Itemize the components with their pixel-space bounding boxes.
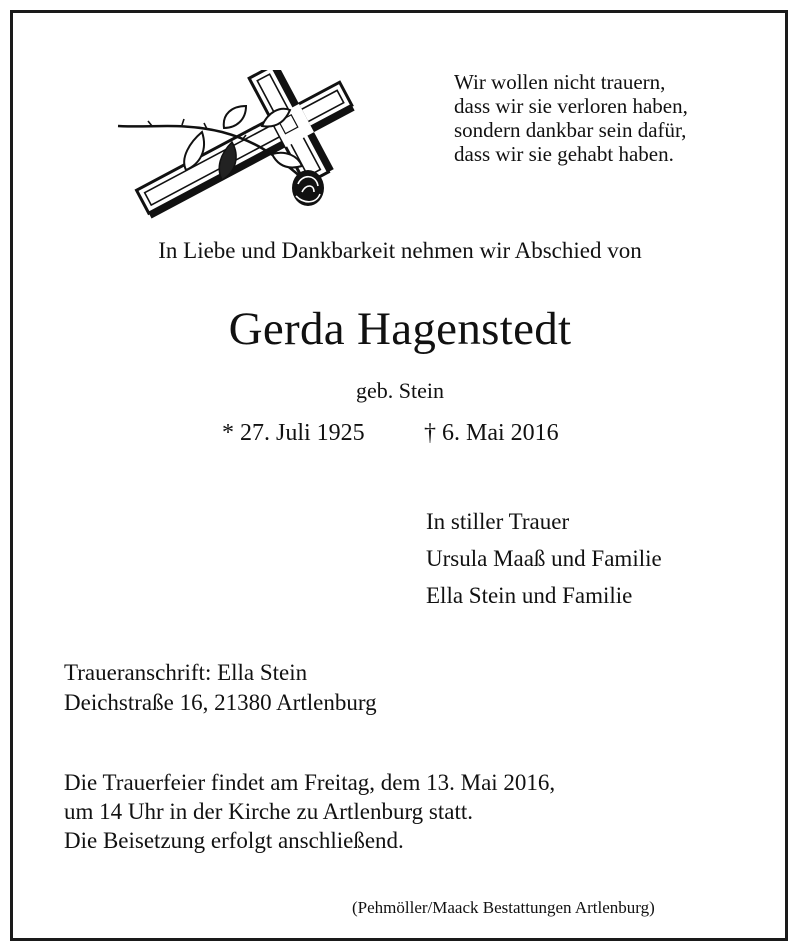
deceased-name: Gerda Hagenstedt xyxy=(228,303,572,355)
mourners xyxy=(426,503,662,614)
mourner-line: Ella Stein und Familie xyxy=(426,583,633,608)
poem-line: sondern dankbar sein dafür, xyxy=(454,118,687,142)
poem-line: dass wir sie gehabt haben. xyxy=(454,142,674,166)
maiden-name: geb. Stein xyxy=(356,378,444,403)
service-line: Die Trauerfeier findet am Freitag, dem 13. Mai 2016, xyxy=(64,770,556,795)
poem-line: Wir wollen nicht trauern, xyxy=(454,70,666,94)
mourner-line: In stiller Trauer xyxy=(426,509,570,534)
birth-date: * 27. Juli 1925 xyxy=(222,420,365,446)
undertaker-credit: (Pehmöller/Maack Bestattungen Artlenburg) xyxy=(352,898,655,917)
mourner-line: Ursula Maaß und Familie xyxy=(426,546,662,571)
address-line: Traueranschrift: Ella Stein xyxy=(64,660,308,685)
cross-with-rose-icon xyxy=(112,70,372,230)
service-line: Die Beisetzung erfolgt anschließend. xyxy=(64,828,404,853)
service-line: um 14 Uhr in der Kirche zu Artlenburg statt. xyxy=(64,799,474,824)
death-date: † 6. Mai 2016 xyxy=(424,420,559,446)
funeral-service-info xyxy=(64,768,555,855)
address-line: Deichstraße 16, 21380 Artlenburg xyxy=(64,690,377,715)
mourning-address xyxy=(64,658,377,718)
intro-text: In Liebe und Dankbarkeit nehmen wir Abschied von xyxy=(158,238,642,263)
poem-line: dass wir sie verloren haben, xyxy=(454,94,688,118)
poem xyxy=(454,70,688,166)
